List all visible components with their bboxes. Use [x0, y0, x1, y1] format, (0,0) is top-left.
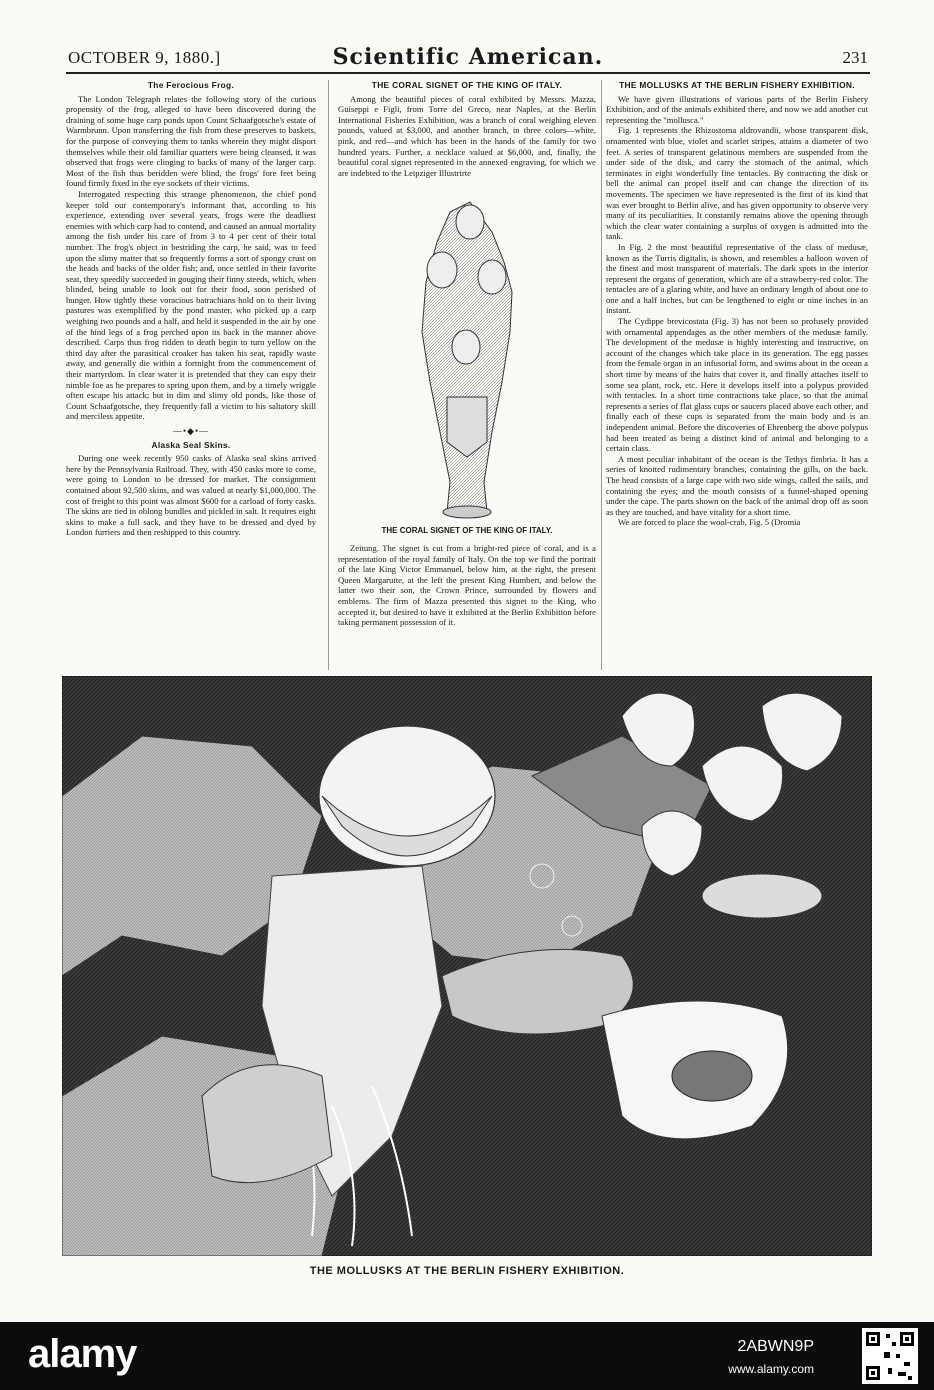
issue-date: OCTOBER 9, 1880.] [68, 48, 221, 67]
masthead-rule [66, 72, 870, 74]
publication-title: Scientific American. [332, 44, 604, 70]
article-heading-frog: The Ferocious Frog. [147, 80, 235, 90]
ornament-divider: —•◆•— [172, 426, 210, 436]
article-paragraph: A most peculiar inhabitant of the ocean is the Tethys fimbria. It has a series of knotted rudimentary branches, containing the gills, on the back. The head consists of a large cape with two side wings, called the sails, and containing the eyes; and the mouth consists of a funnel-shaped opening under the cape. The parts shown on the back of the animal drop off as soon as they are touched, and have vitality for a short time. [606, 453, 868, 517]
coral-signet-engraving [392, 182, 542, 522]
alamy-logo: alamy [28, 1332, 137, 1376]
article-paragraph: The London Telegraph relates the following story of the curious propensity of the frog, alleged to have been discovered during the draining of some huge carp ponds upon Count Schaafgotsche's estate of Warmbrunn. Upon transferring the fish from these preserves to baskets, for the purpose of conveying them to tanks wherein they might disport themselves while their old familiar quarters were being cleansed, it was observed that frogs were clinging to backs of many of the larger carp. Most of the fish thus beridden were blind, the frogs' fore feet being found firmly fixed in the eye sockets of their victims. [66, 93, 316, 189]
masthead [68, 44, 868, 70]
column-divider [601, 80, 602, 670]
qr-code-icon [862, 1328, 918, 1384]
article-heading-coral-signet: THE CORAL SIGNET OF THE KING OF ITALY. [371, 80, 563, 90]
article-paragraph: The Cydippe brevicostata (Fig. 3) has not been so profusely provided with ornamental appendages as the other members of the medusæ family. The development of the medusæ is highly interesting and instructive, on account of the changes which take place in its generation. The egg passes from the female organ in an infusorial form, and swims about in the ocean a short time by means of the hairs that cover it, and finally attaches itself to some sea plant, rock, etc. Here it develops itself into a polypus provided with tentacles. In a short time contractions take place, so that the animal represents a series of flat glass cups or saucers placed above each other, and finally each of these cups is separated from the main body and is an independent animal. Before the discoveries of Ehrenberg the above polypus had been treated as being a distinct kind of animal and belonging to a certain class. [606, 316, 868, 454]
article-paragraph: Interrogated respecting this strange phenomenon, the chief pond keeper told our contemporary's informant that, according to his experience, extending over several years, frogs were the deadliest enemies with which carp had to contend, and caused an annual mortality among the fish under his care of from 3 to 4 per cent of their total number. The frog's object in bestriding the carp, he said, was to feed upon the slimy matter that so frequently forms a sort of spongy crust on the heads and backs of the older fish; and, once settled in their favorite seat, they speedily succeeded in gouging their finny steeds, which, when blinded, being unable to look out for their food, soon perished of hunger. How tightly these voracious batrachians hold on to their living pastures was exemplified by the pond master, who picked up a carp weighing two pounds and a half, and held it suspended in the air by one of the hind legs of a frog perched upon its back in the manner above described. Carps thus frog ridden to death begin to turn yellow on the third day after the parasitical croaker has taken his seat, rapidly waste away, and generally die within a fortnight from the commencement of their martyrdom. In clear water it is pretended that they can espy their nimble foe as he prepares to spring upon them, and by a timely wriggle often escape his attack; but in dim and slimy old ponds, like those of Count Schaafgotsche, they frequently fall a victim to his saltatory skill and merciless appetite. [66, 188, 316, 422]
column-1 [66, 80, 316, 672]
mollusks-figure-caption: THE MOLLUSKS AT THE BERLIN FISHERY EXHIBITION. [309, 1265, 625, 1277]
article-heading-seal-skins: Alaska Seal Skins. [151, 439, 231, 450]
article-paragraph: Zeitung. The signet is cut from a bright-red piece of coral, and is a representation of the royal family of Italy. On the top we find the portrait of the late King Victor Emmanuel, below him, at the right, the present Queen Margaruite, at the left the present King Humbert, and below the latter two their son, the Crown Prince, surrounded by flowers and emblems. The firm of Mazza presented this signet to the King, who accepted it, but desired to have it exhibited at the Berlin Exhibition before taking permanent possession of it. [338, 542, 596, 628]
coral-figure-caption: THE CORAL SIGNET OF THE KING OF ITALY. [381, 526, 553, 536]
article-heading-mollusks: THE MOLLUSKS AT THE BERLIN FISHERY EXHIBITION. [619, 80, 855, 90]
mollusks-engraving [62, 676, 872, 1256]
page-number: 231 [842, 48, 868, 67]
image-id: 2ABWN9P [737, 1338, 814, 1355]
column-divider [328, 80, 329, 670]
column-2 [338, 80, 596, 672]
article-paragraph: Fig. 1 represents the Rhizostoma aldrovandii, whose transparent disk, ornamented with blue, violet and scarlet stripes, attains a diameter of two feet. A series of transparent gelatinous members are suspended from the under side of the disk, and carry the stomach of the animal, which terminates in eight wonderfully fine tentacles. By contracting the disk or bell the animal can propel itself and can change the direction of its movements. The specimen we have represented is the first of its kind that was ever brought to Berlin alive, and has given opportunity to observe very many of its peculiarities. It constantly remains above the opening through which the clear water containing a surplus of oxygen is admitted into the tank. [606, 125, 868, 242]
article-paragraph: We are forced to place the wool-crab, Fig. 5 (Dromia [618, 517, 801, 528]
stock-url: www.alamy.com [728, 1362, 814, 1376]
article-paragraph: During one week recently 950 casks of Alaska seal skins arrived here by the Pennsylvania Railroad. They, with 450 casks more to come, were going to London to be dressed for market. The consignment contained about 92,500 skins, and was valued at nearly $1,000,000. The cost of freight to this point was almost $600 for a carload of forty casks. The skins are tied in oblong bundles and pickled in salt. It requires eight skins to make a full sack, and they have to be dressed and dyed by London furriers and then reshipped to this country. [66, 453, 316, 538]
article-paragraph: We have given illustrations of various parts of the Berlin Fishery Exhibition, and of the animals exhibited there, and now we add another cut representing the "mollusca." [606, 93, 868, 125]
article-paragraph: In Fig. 2 the most beautiful representative of the class of medusæ, known as the Turris digitalis, is shown, and resembles a balloon woven of the finest and most transparent of materials. The dark spots in the interior represent the organs of generation, which are of a strawberry-red color. The tentacles are of a glaring white, and have an ordinary length of about one to one and a half inches, but can be lengthened to eight or nine inches in an instant. [606, 241, 868, 316]
watermark-banner [0, 1322, 934, 1390]
article-paragraph: Among the beautiful pieces of coral exhibited by Messrs. Mazza, Guiseppi e Figli, from Torre del Greco, near Naples, at the Berlin International Fisheries Exhibition, was a branch of coral weighing eleven pounds, valued at $3,000, and another branch, in three colors—white, pink, and red—and which has been in the hands of the family for two hundred years. Further, a necklace valued at $6,000, and, finally, the beautiful coral signet represented in the annexed engraving, for which we are indebted to the Leipziger Illustrirte [338, 93, 596, 178]
column-3 [606, 80, 868, 672]
